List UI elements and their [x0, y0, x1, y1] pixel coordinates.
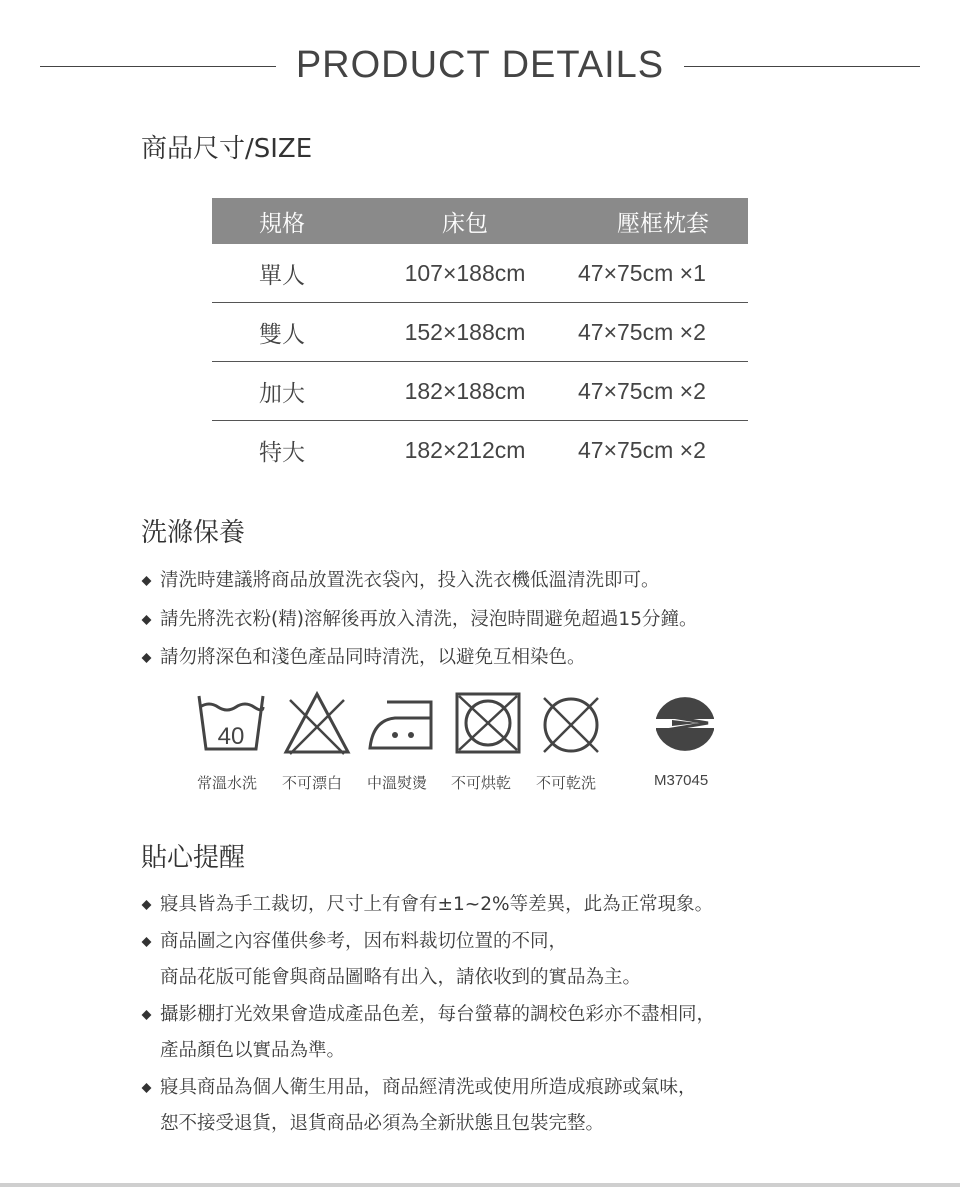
row-fitted-sheet: 182×188cm [352, 362, 578, 421]
tip-text: 商品圖之內容僅供參考，因布料裁切位置的不同， [160, 930, 568, 952]
no-tumble-dry-label: 不可烘乾 [451, 774, 512, 792]
row-pillowcase: 47×75cm ×2 [578, 362, 748, 421]
row-fitted-sheet: 182×212cm [404, 436, 526, 463]
care-list [141, 562, 697, 678]
page-title: PRODUCT DETAILS [295, 44, 665, 86]
diamond-bullet-icon [142, 653, 152, 663]
header-rule-left [40, 66, 276, 67]
header-fitted-sheet: 床包 [352, 198, 578, 244]
tips-section-title: 貼心提醒 [141, 843, 246, 873]
list-item [141, 639, 697, 678]
list-item [141, 562, 697, 601]
tip-text: 寢具商品為個人衛生用品，商品經清洗或使用所造成痕跡或氣味， [160, 1076, 697, 1098]
list-item [141, 601, 697, 640]
table-row [212, 303, 748, 362]
wash-temperature: 40 [217, 723, 245, 750]
row-pillowcase: 47×75cm ×2 [578, 303, 748, 362]
care-item-text: 請先將洗衣粉(精)溶解後再放入清洗，浸泡時間避免超過15分鐘。 [160, 608, 698, 630]
diamond-bullet-icon [142, 615, 152, 625]
care-item-text: 請勿將深色和淺色產品同時清洗，以避免互相染色。 [160, 647, 586, 668]
size-table [212, 198, 748, 479]
wash-40-label: 常溫水洗 [197, 774, 258, 792]
row-fitted-sheet: 107×188cm [352, 244, 578, 303]
care-section-title: 洗滌保養 [141, 518, 246, 548]
row-pillowcase: 47×75cm ×1 [578, 244, 748, 303]
no-bleach-icon [282, 690, 352, 756]
diamond-bullet-icon [142, 1083, 152, 1093]
diamond-bullet-icon [142, 900, 152, 910]
row-spec: 雙人 [212, 303, 352, 362]
tip-text: 攝影棚打光效果會造成產品色差，每台螢幕的調校色彩亦不盡相同， [160, 1003, 716, 1025]
list-item [141, 887, 715, 924]
table-row [212, 362, 748, 421]
iron-medium-icon [367, 690, 437, 756]
header-rule-right [684, 66, 920, 67]
list-item [141, 997, 715, 1070]
care-item-text: 清洗時建議將商品放置洗衣袋內，投入洗衣機低溫清洗即可。 [160, 570, 660, 591]
row-fitted-sheet: 152×188cm [352, 303, 578, 362]
header-pillowcase: 壓框枕套 [578, 198, 748, 244]
diamond-bullet-icon [142, 576, 152, 586]
row-pillowcase: 47×75cm ×2 [578, 436, 706, 463]
no-dry-clean-label: 不可乾洗 [536, 774, 597, 792]
bottom-divider [0, 1183, 960, 1187]
no-tumble-dry-icon [453, 690, 523, 756]
tip-text-continued: 產品顏色以實品為準。 [160, 1040, 346, 1061]
size-table-header [212, 198, 748, 244]
row-spec: 加大 [212, 362, 352, 421]
row-spec: 單人 [212, 244, 352, 303]
row-spec: 特大 [259, 439, 305, 466]
tip-text: 寢具皆為手工裁切，尺寸上有會有±1~2%等差異，此為正常現象。 [160, 894, 714, 915]
page-header [0, 44, 960, 90]
header-spec: 規格 [212, 198, 352, 244]
iron-medium-label: 中溫熨燙 [367, 774, 428, 792]
wash-40-icon [196, 690, 266, 756]
size-section-title: 商品尺寸/SIZE [141, 134, 313, 164]
no-dry-clean-icon [536, 690, 606, 756]
no-bleach-label: 不可漂白 [282, 774, 343, 792]
diamond-bullet-icon [142, 1010, 152, 1020]
table-row [212, 421, 748, 480]
diamond-bullet-icon [142, 937, 152, 947]
list-item [141, 1070, 715, 1143]
bsmi-certification-icon [650, 690, 720, 756]
tip-text-continued: 恕不接受退貨，退貨商品必須為全新狀態且包裝完整。 [160, 1113, 605, 1134]
table-row [212, 244, 748, 303]
tips-list [141, 887, 715, 1143]
bsmi-certification-label: M37045 [654, 772, 709, 789]
tip-text-continued: 商品花版可能會與商品圖略有出入，請依收到的實品為主。 [160, 967, 642, 988]
list-item [141, 924, 715, 997]
